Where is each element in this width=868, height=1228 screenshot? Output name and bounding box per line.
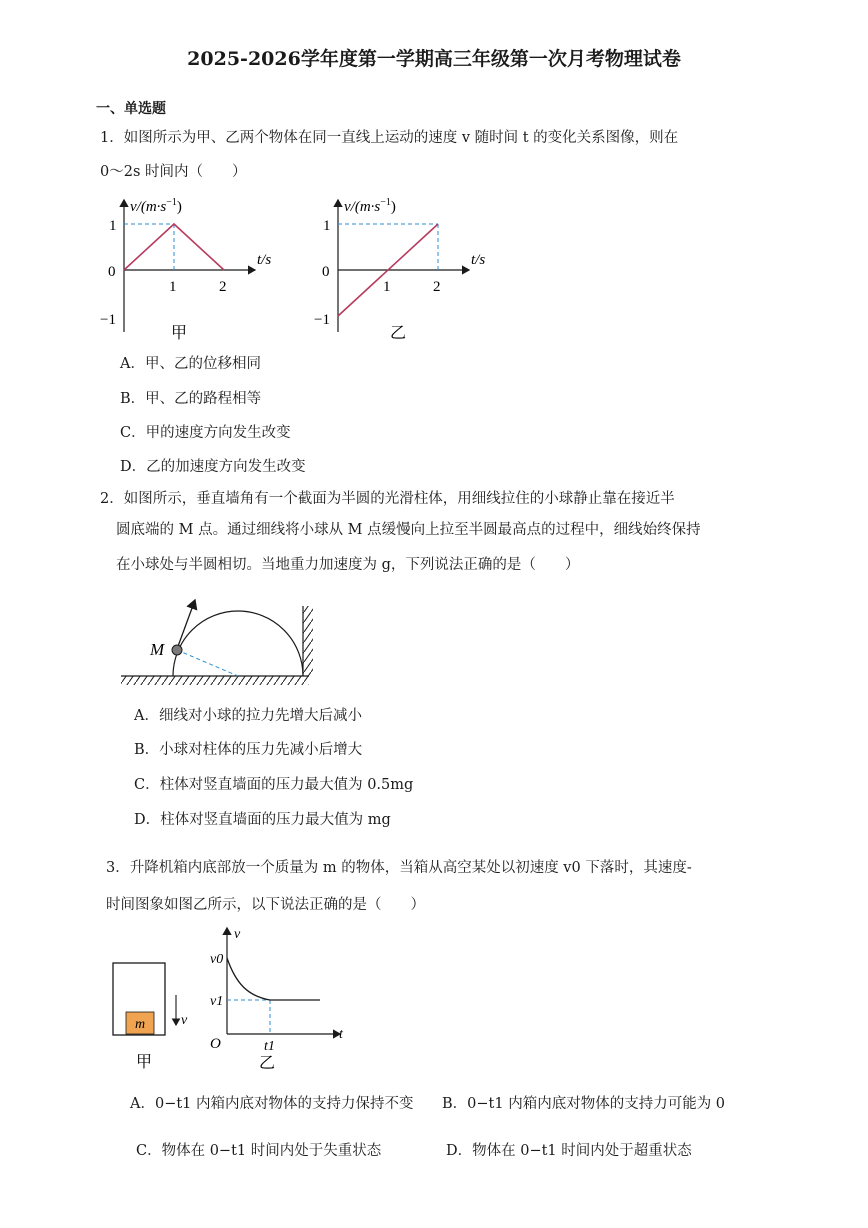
q3-stem-line1: 3．升降机箱内底部放一个质量为 m 的物体，当箱从高空某处以初速度 v0 下落时，其速度-	[106, 860, 692, 876]
q3-option-c: C．物体在 0−t1 时间内处于失重状态	[136, 1143, 382, 1159]
q2-option-c: C．柱体对竖直墙面的压力最大值为 0.5mg	[134, 777, 414, 793]
mass-label: m	[135, 1017, 146, 1032]
y-tick-0: 0	[108, 264, 116, 280]
origin-label: O	[210, 1036, 221, 1052]
radius-dashed	[177, 650, 238, 676]
q1-graph-a	[100, 192, 300, 344]
semicircle-cylinder	[173, 611, 303, 676]
velocity-arrow-label: v	[181, 1013, 188, 1028]
y-tick-1: 1	[323, 218, 331, 234]
ball	[172, 645, 182, 655]
q3-figure-box	[108, 955, 198, 1075]
y-tick-neg1: −1	[100, 312, 116, 328]
y-tick-1: 1	[109, 218, 117, 234]
q2-option-a: A．细线对小球的拉力先增大后减小	[134, 708, 362, 724]
q2-stem-line3: 在小球处与半圆相切。当地重力加速度为 g，下列说法正确的是（ ）	[116, 557, 580, 573]
x-axis-label: t	[339, 1027, 343, 1042]
x-axis-label: t/s	[257, 252, 272, 268]
q3-option-d: D．物体在 0−t1 时间内处于超重状态	[446, 1143, 692, 1159]
y-tick-neg1: −1	[314, 312, 330, 328]
wall-hatch	[303, 606, 313, 676]
y-tick-0: 0	[322, 264, 330, 280]
t1-label: t1	[264, 1039, 275, 1054]
v1-label: v1	[210, 994, 224, 1009]
q1-stem-line1: 1．如图所示为甲、乙两个物体在同一直线上运动的速度 v 随时间 t 的变化关系图像，则在	[100, 130, 679, 146]
q1-option-c: C．甲的速度方向发生改变	[120, 425, 291, 441]
v0-label: v0	[210, 952, 224, 967]
q1-option-b: B．甲、乙的路程相等	[120, 391, 262, 407]
velocity-curve	[227, 958, 320, 1000]
ground-hatch	[121, 676, 309, 685]
y-axis-label: v	[234, 927, 241, 942]
q3-option-a: A．0−t1 内箱内底对物体的支持力保持不变	[130, 1096, 414, 1112]
x-tick-1: 1	[383, 279, 391, 295]
x-tick-1: 1	[169, 279, 177, 295]
y-axis-label: $v/(m\cdot s^{-1})$	[130, 197, 182, 215]
q1-stem-line2: 0～2s 时间内（ ）	[100, 164, 247, 180]
graph-caption: 甲	[171, 325, 188, 342]
q1-option-a: A．甲、乙的位移相同	[120, 356, 261, 372]
graph-caption: 乙	[390, 325, 407, 342]
q1-graph-b	[314, 192, 514, 344]
q2-stem-line1: 2．如图所示，垂直墙角有一个截面为半圆的光滑柱体，用细线拉住的小球静止靠在接近半	[100, 491, 675, 507]
label-m: M	[150, 640, 165, 659]
string-arrow	[177, 600, 195, 649]
q3-stem-line2: 时间图象如图乙所示，以下说法正确的是（ ）	[106, 897, 425, 913]
box-caption: 甲	[136, 1054, 153, 1071]
section-heading: 一、单选题	[96, 101, 166, 117]
q3-option-b: B．0−t1 内箱内底对物体的支持力可能为 0	[442, 1096, 726, 1112]
q2-option-d: D．柱体对竖直墙面的压力最大值为 mg	[134, 812, 391, 828]
q2-option-b: B．小球对柱体的压力先减小后增大	[134, 742, 363, 758]
y-axis-label: $v/(m\cdot s^{-1})$	[344, 197, 396, 215]
q1-option-d: D．乙的加速度方向发生改变	[120, 459, 306, 475]
graph-caption: 乙	[259, 1055, 276, 1072]
q2-stem-line2: 圆底端的 M 点。通过细线将小球从 M 点缓慢向上拉至半圆最高点的过程中，细线始终保持	[116, 522, 701, 538]
x-tick-2: 2	[433, 279, 441, 295]
q2-figure	[115, 582, 325, 692]
q3-graph	[200, 922, 360, 1072]
x-axis-label: t/s	[471, 252, 486, 268]
x-tick-2: 2	[219, 279, 227, 295]
document-title: 2025-2026学年度第一学期高三年级第一次月考物理试卷	[187, 48, 681, 70]
